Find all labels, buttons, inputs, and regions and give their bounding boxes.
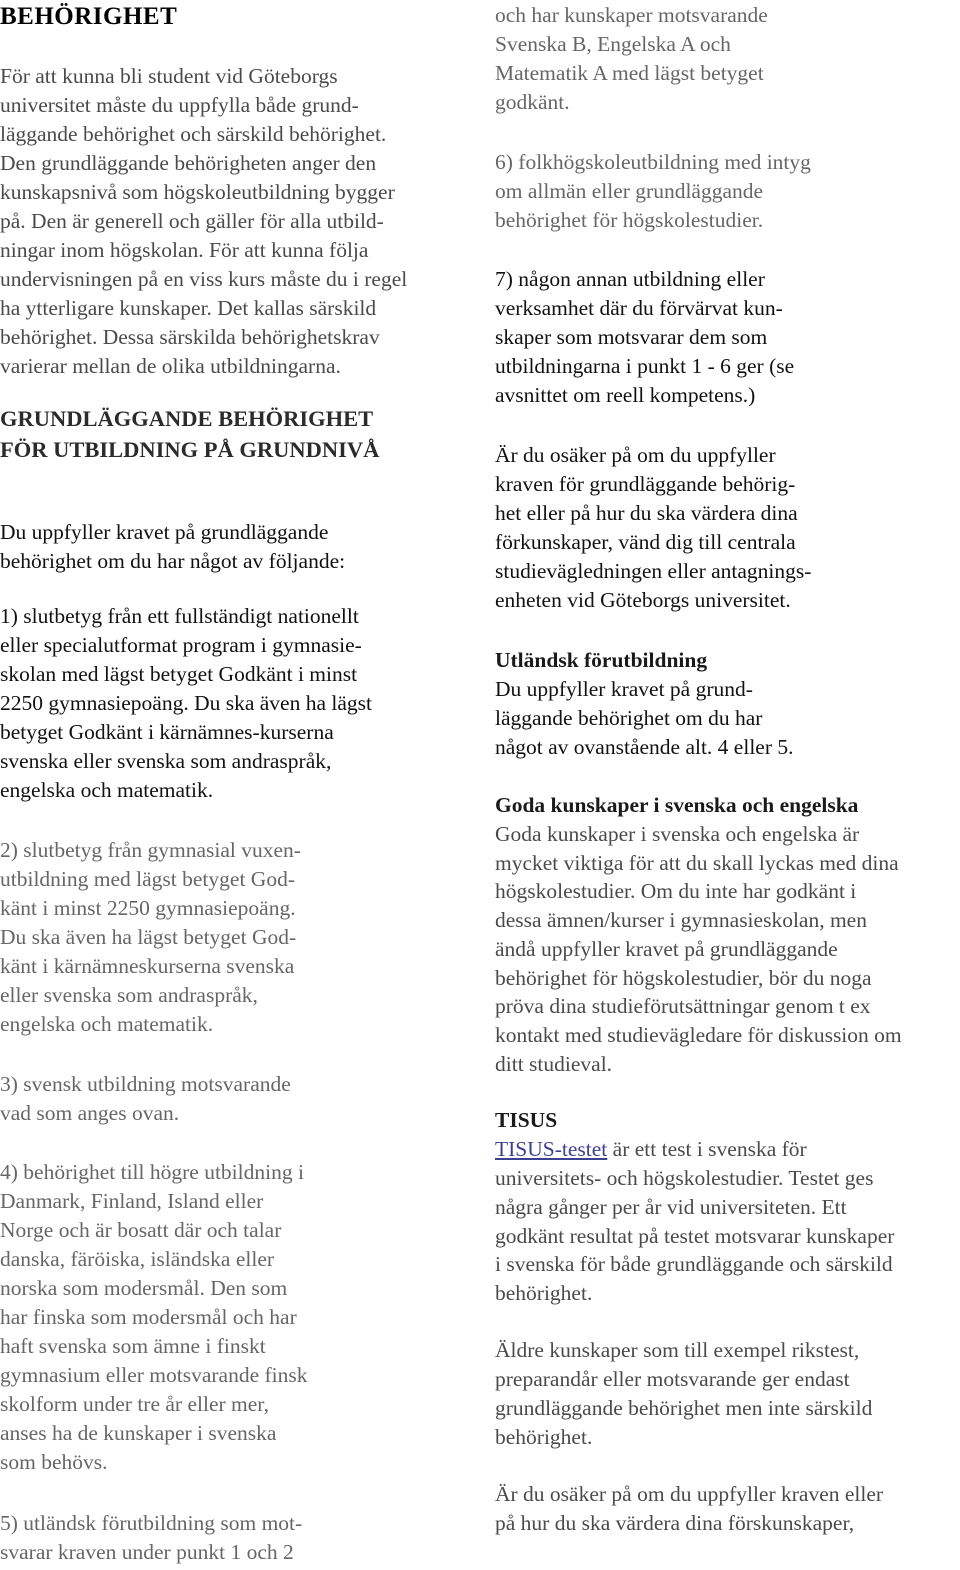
lead-paragraph-line: behörighet om du har något av följande: [0, 549, 346, 573]
criterion-5-continued-line: Matematik A med lägst betyget [495, 61, 764, 85]
older-knowledge-paragraph-line: behörighet. [495, 1425, 593, 1449]
criterion-7-line: utbildningarna i punkt 1 - 6 ger (se [495, 354, 795, 378]
criterion-6-line: behörighet för högskolestudier. [495, 208, 764, 232]
criterion-7-line: avsnittet om reell kompetens.) [495, 383, 756, 407]
tisus-paragraph-line: i svenska för både grundläggande och särskild [495, 1252, 893, 1277]
tisus-link[interactable]: TISUS-testet [495, 1137, 608, 1161]
criterion-2-line: Du ska även ha lägst betyget God- [0, 925, 297, 949]
criterion-4-line: har finska som modersmål och har [0, 1305, 297, 1329]
section-heading-line: FÖR UTBILDNING PÅ GRUNDNIVÅ [0, 437, 380, 462]
criterion-4-line: danska, färöiska, isländska eller [0, 1247, 275, 1271]
criterion-4-line: Danmark, Finland, Island eller [0, 1189, 264, 1213]
language-paragraph-line: kontakt med studievägledare för diskussion om [495, 1022, 902, 1047]
language-paragraph-line: behörighet för högskolestudier, bör du noga [495, 965, 872, 990]
language-paragraph-line: ändå uppfyller kravet på grundläggande [495, 936, 838, 961]
language-paragraph-line: högskolestudier. Om du inte har godkänt i [495, 879, 857, 904]
language-paragraph-line: pröva dina studieförutsättningar genom t ex [495, 994, 871, 1019]
criterion-5-continued-line: och har kunskaper motsvarande [495, 3, 768, 27]
intro-paragraph-line: kunskapsnivå som högskoleutbildning bygger [0, 180, 395, 204]
tisus-paragraph-line: några gånger per år vid universiteten. Ett [495, 1194, 847, 1219]
lead-paragraph-line: Du uppfyller kravet på grundläggande [0, 520, 329, 544]
unsure-paragraph-line: enheten vid Göteborgs universitet. [495, 588, 791, 612]
criterion-2-line: eller svenska som andraspråk, [0, 983, 258, 1007]
criterion-1-line: 1) slutbetyg från ett fullständigt nationellt [0, 604, 359, 628]
unsure-paragraph-line: het eller på hur du ska värdera dina [495, 501, 798, 525]
criterion-4-line: skolform under tre år eller mer, [0, 1392, 269, 1416]
criterion-6-line: om allmän eller grundläggande [495, 179, 764, 203]
criterion-2-line: engelska och matematik. [0, 1012, 214, 1036]
criterion-4-line: 4) behörighet till högre utbildning i [0, 1160, 304, 1184]
language-heading: Goda kunskaper i svenska och engelska [495, 793, 859, 817]
intro-paragraph-line: ha ytterligare kunskaper. Det kallas särskild [0, 296, 377, 320]
tisus-paragraph-line: behörighet. [495, 1281, 593, 1306]
intro-paragraph-line: på. Den är generell och gäller för alla utbild- [0, 209, 384, 233]
intro-paragraph-line: läggande behörighet och särskild behörighet. [0, 122, 387, 146]
language-paragraph-line: Goda kunskaper i svenska och engelska är [495, 822, 860, 846]
intro-paragraph-line: universitet måste du uppfylla både grund- [0, 93, 359, 117]
intro-paragraph-line: ningar inom högskolan. För att kunna följa [0, 238, 369, 262]
criterion-5-line: 5) utländsk förutbildning som mot- [0, 1511, 303, 1535]
criterion-4-line: haft svenska som ämne i finskt [0, 1334, 266, 1358]
language-paragraph-line: mycket viktiga för att du skall lyckas med dina [495, 850, 899, 875]
criterion-4-line: som behövs. [0, 1450, 108, 1474]
foreign-heading: Utländsk förutbildning [495, 648, 708, 672]
criterion-4-line: Norge och är bosatt där och talar [0, 1218, 282, 1242]
criterion-7-line: 7) någon annan utbildning eller [495, 267, 765, 291]
older-knowledge-paragraph-line: grundläggande behörighet men inte särskild [495, 1396, 873, 1420]
language-paragraph-line: ditt studieval. [495, 1051, 613, 1076]
criterion-2-line: känt i kärnämneskurserna svenska [0, 954, 295, 978]
tisus-paragraph-line: godkänt resultat på testet motsvarar kunskaper [495, 1223, 895, 1248]
criterion-6-line: 6) folkhögskoleutbildning med intyg [495, 150, 811, 174]
criterion-2-line: 2) slutbetyg från gymnasial vuxen- [0, 838, 301, 862]
criterion-1-line: skolan med lägst betyget Godkänt i minst [0, 662, 358, 686]
intro-paragraph-line: Den grundläggande behörigheten anger den [0, 151, 377, 175]
criterion-4-line: norska som modersmål. Den som [0, 1276, 288, 1300]
unsure-paragraph-line: studievägledningen eller antagnings- [495, 559, 812, 583]
page-title: BEHÖRIGHET [0, 3, 178, 30]
intro-paragraph-line: För att kunna bli student vid Göteborgs [0, 64, 338, 88]
unsure-paragraph-line: förkunskaper, vänd dig till centrala [495, 530, 796, 554]
criterion-1-line: 2250 gymnasiepoäng. Du ska även ha lägst [0, 691, 372, 715]
criterion-3-line: vad som anges ovan. [0, 1101, 180, 1125]
foreign-paragraph-line: läggande behörighet om du har [495, 706, 763, 730]
language-paragraph-line: dessa ämnen/kurser i gymnasieskolan, men [495, 908, 867, 933]
intro-paragraph-line: varierar mellan de olika utbildningarna. [0, 354, 341, 378]
criterion-1-line: eller specialutformat program i gymnasie- [0, 633, 362, 657]
older-knowledge-paragraph-line: Äldre kunskaper som till exempel rikstest, [495, 1338, 860, 1362]
older-knowledge-paragraph-line: preparandår eller motsvarande ger endast [495, 1367, 850, 1391]
criterion-3-line: 3) svensk utbildning motsvarande [0, 1072, 291, 1096]
criterion-5-continued-line: Svenska B, Engelska A och [495, 32, 731, 56]
criterion-5-continued-line: godkänt. [495, 90, 570, 114]
criterion-4-line: gymnasium eller motsvarande finsk [0, 1363, 308, 1387]
criterion-4-line: anses ha de kunskaper i svenska [0, 1421, 277, 1445]
criterion-7-line: skaper som motsvarar dem som [495, 325, 768, 349]
tisus-first-line [495, 1135, 807, 1164]
intro-paragraph-line: behörighet. Dessa särskilda behörighetskrav [0, 325, 380, 349]
criterion-2-line: känt i minst 2250 gymnasiepoäng. [0, 896, 296, 920]
criterion-1-line: betyget Godkänt i kärnämnes-kurserna [0, 720, 334, 744]
tisus-heading: TISUS [495, 1108, 558, 1132]
foreign-paragraph-line: något av ovanstående alt. 4 eller 5. [495, 735, 794, 759]
closing-paragraph-line: Är du osäker på om du uppfyller kraven eller [495, 1482, 884, 1506]
unsure-paragraph-line: Är du osäker på om du uppfyller [495, 443, 776, 467]
tisus-first-line-text: är ett test i svenska för [607, 1137, 807, 1161]
section-heading-line: GRUNDLÄGGANDE BEHÖRIGHET [0, 406, 374, 431]
criterion-1-line: engelska och matematik. [0, 778, 214, 802]
criterion-1-line: svenska eller svenska som andraspråk, [0, 749, 332, 773]
criterion-5-line: svarar kraven under punkt 1 och 2 [0, 1540, 294, 1564]
foreign-paragraph-line: Du uppfyller kravet på grund- [495, 677, 753, 701]
criterion-7-line: verksamhet där du förvärvat kun- [495, 296, 783, 320]
unsure-paragraph-line: kraven för grundläggande behörig- [495, 472, 796, 496]
tisus-paragraph-line: universitets- och högskolestudier. Testet ges [495, 1166, 874, 1190]
closing-paragraph-line: på hur du ska värdera dina förskunskaper, [495, 1511, 855, 1535]
intro-paragraph-line: undervisningen på en viss kurs måste du i regel [0, 267, 408, 291]
criterion-2-line: utbildning med lägst betyget God- [0, 867, 295, 891]
